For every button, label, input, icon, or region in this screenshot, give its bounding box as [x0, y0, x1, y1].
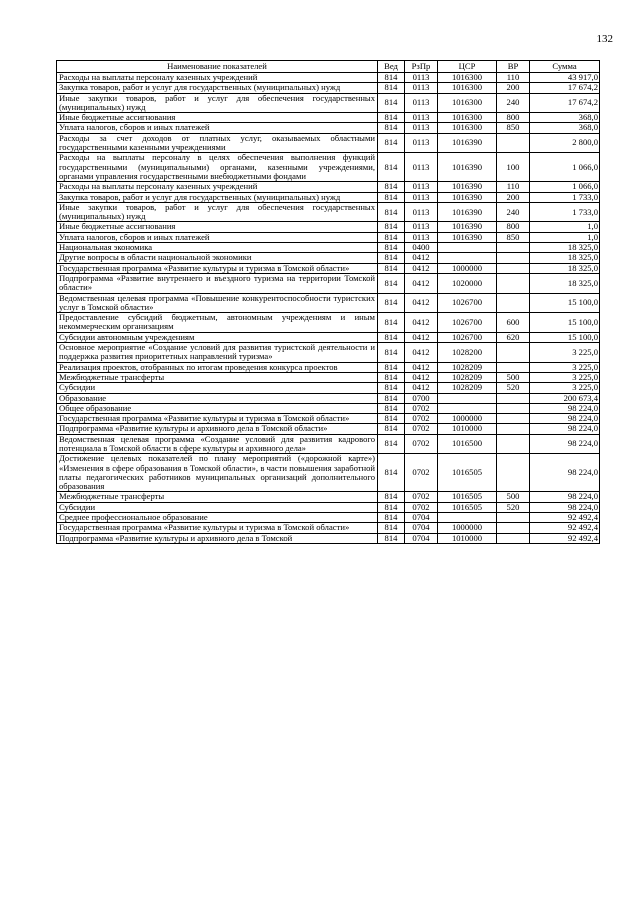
cell-rzpr: 0113: [405, 93, 438, 113]
cell-csr: 1028209: [438, 372, 497, 382]
cell-name: Межбюджетные трансферты: [57, 372, 378, 382]
table-header-row: [57, 61, 600, 73]
cell-rzpr: 0412: [405, 383, 438, 393]
cell-name: Подпрограмма «Развитие культуры и архивного дела в Томской: [57, 533, 378, 543]
cell-name: Государственная программа «Развитие культуры и туризма в Томской области»: [57, 263, 378, 273]
cell-name: Среднее профессиональное образование: [57, 513, 378, 523]
cell-vr: 100: [497, 153, 530, 182]
cell-ved: 814: [378, 343, 405, 363]
cell-vr: 520: [497, 383, 530, 393]
cell-vr: 520: [497, 502, 530, 512]
cell-sum: 3 225,0: [530, 372, 600, 382]
table-row: [57, 332, 600, 342]
table-row: [57, 253, 600, 263]
cell-name: Другие вопросы в области национальной экономики: [57, 253, 378, 263]
column-header-sum: Сумма: [530, 61, 600, 73]
cell-ved: 814: [378, 222, 405, 232]
cell-sum: 1 733,0: [530, 192, 600, 202]
cell-vr: 620: [497, 332, 530, 342]
table-row: [57, 533, 600, 543]
cell-ved: 814: [378, 253, 405, 263]
cell-rzpr: 0412: [405, 372, 438, 382]
cell-sum: 2 800,0: [530, 133, 600, 153]
cell-vr: [497, 533, 530, 543]
cell-ved: 814: [378, 362, 405, 372]
cell-rzpr: 0113: [405, 123, 438, 133]
cell-sum: 18 325,0: [530, 273, 600, 293]
cell-name: Реализация проектов, отобранных по итогам проведения конкурса проектов: [57, 362, 378, 372]
cell-vr: [497, 362, 530, 372]
column-header-ved: Вед: [378, 61, 405, 73]
cell-ved: 814: [378, 372, 405, 382]
cell-rzpr: 0704: [405, 523, 438, 533]
cell-name: Субсидии автономным учреждениям: [57, 332, 378, 342]
cell-name: Государственная программа «Развитие культуры и туризма в Томской области»: [57, 414, 378, 424]
table-row: [57, 83, 600, 93]
cell-vr: [497, 414, 530, 424]
cell-rzpr: 0704: [405, 513, 438, 523]
cell-vr: 500: [497, 372, 530, 382]
cell-rzpr: 0702: [405, 454, 438, 492]
cell-rzpr: 0700: [405, 393, 438, 403]
table-row: [57, 192, 600, 202]
cell-rzpr: 0702: [405, 403, 438, 413]
table-row: [57, 343, 600, 363]
cell-name: Закупка товаров, работ и услуг для государственных (муниципальных) нужд: [57, 192, 378, 202]
cell-name: Иные бюджетные ассигнования: [57, 113, 378, 123]
cell-vr: [497, 243, 530, 253]
cell-ved: 814: [378, 502, 405, 512]
table-row: [57, 222, 600, 232]
cell-name: Подпрограмма «Развитие культуры и архивного дела в Томской области»: [57, 424, 378, 434]
cell-csr: 1020000: [438, 273, 497, 293]
budget-table: [56, 60, 600, 544]
cell-rzpr: 0412: [405, 332, 438, 342]
cell-sum: 98 224,0: [530, 424, 600, 434]
cell-rzpr: 0412: [405, 253, 438, 263]
cell-name: Ведомственная целевая программа «Повышение конкурентоспособности туристских услуг в Томской области»: [57, 293, 378, 313]
cell-csr: 1000000: [438, 523, 497, 533]
cell-sum: 18 325,0: [530, 263, 600, 273]
cell-vr: [497, 263, 530, 273]
cell-sum: 98 224,0: [530, 454, 600, 492]
cell-csr: [438, 513, 497, 523]
cell-sum: 98 224,0: [530, 492, 600, 502]
cell-csr: 1016300: [438, 73, 497, 83]
table-row: [57, 153, 600, 182]
cell-vr: [497, 133, 530, 153]
cell-ved: 814: [378, 393, 405, 403]
cell-name: Расходы на выплаты персоналу казенных учреждений: [57, 182, 378, 192]
cell-ved: 814: [378, 93, 405, 113]
cell-ved: 814: [378, 403, 405, 413]
cell-sum: 98 224,0: [530, 502, 600, 512]
cell-name: Расходы на выплаты персоналу в целях обеспечения выполнения функций государственными (муниципальными) органами, казенными учреждениями, органами управления государственными внебюджетными фондами: [57, 153, 378, 182]
cell-vr: 600: [497, 313, 530, 333]
cell-ved: 814: [378, 313, 405, 333]
cell-sum: 1 066,0: [530, 182, 600, 192]
cell-ved: 814: [378, 83, 405, 93]
cell-sum: 3 225,0: [530, 362, 600, 372]
cell-rzpr: 0113: [405, 222, 438, 232]
table-row: [57, 182, 600, 192]
cell-csr: 1026700: [438, 332, 497, 342]
cell-sum: 15 100,0: [530, 293, 600, 313]
cell-rzpr: 0412: [405, 263, 438, 273]
cell-sum: 98 224,0: [530, 403, 600, 413]
cell-name: Субсидии: [57, 383, 378, 393]
table-row: [57, 232, 600, 242]
cell-ved: 814: [378, 424, 405, 434]
table-row: [57, 434, 600, 454]
cell-ved: 814: [378, 182, 405, 192]
cell-name: Общее образование: [57, 403, 378, 413]
cell-name: Образование: [57, 393, 378, 403]
cell-vr: [497, 403, 530, 413]
cell-name: Иные бюджетные ассигнования: [57, 222, 378, 232]
cell-ved: 814: [378, 232, 405, 242]
table-row: [57, 383, 600, 393]
cell-csr: 1000000: [438, 414, 497, 424]
page-number: 132: [596, 33, 613, 45]
table-body: [57, 73, 600, 544]
cell-rzpr: 0113: [405, 73, 438, 83]
cell-ved: 814: [378, 73, 405, 83]
cell-ved: 814: [378, 383, 405, 393]
cell-csr: 1016505: [438, 502, 497, 512]
cell-sum: 92 492,4: [530, 533, 600, 543]
cell-vr: [497, 523, 530, 533]
cell-rzpr: 0113: [405, 192, 438, 202]
cell-csr: 1016390: [438, 202, 497, 222]
cell-vr: 110: [497, 73, 530, 83]
cell-vr: 110: [497, 182, 530, 192]
table-row: [57, 123, 600, 133]
cell-sum: 98 224,0: [530, 414, 600, 424]
cell-vr: [497, 513, 530, 523]
cell-csr: 1016300: [438, 83, 497, 93]
table-row: [57, 502, 600, 512]
cell-rzpr: 0412: [405, 293, 438, 313]
cell-sum: 18 325,0: [530, 253, 600, 263]
cell-vr: [497, 293, 530, 313]
cell-vr: [497, 273, 530, 293]
cell-csr: [438, 403, 497, 413]
table-row: [57, 313, 600, 333]
cell-rzpr: 0412: [405, 343, 438, 363]
column-header-rzpr: РзПр: [405, 61, 438, 73]
cell-sum: 18 325,0: [530, 243, 600, 253]
cell-sum: 15 100,0: [530, 332, 600, 342]
table-row: [57, 513, 600, 523]
cell-vr: 850: [497, 232, 530, 242]
table-row: [57, 113, 600, 123]
cell-sum: 92 492,4: [530, 523, 600, 533]
cell-vr: 800: [497, 113, 530, 123]
cell-name: Иные закупки товаров, работ и услуг для обеспечения государственных (муниципальных) нужд: [57, 93, 378, 113]
cell-rzpr: 0412: [405, 362, 438, 372]
cell-vr: 500: [497, 492, 530, 502]
cell-vr: 200: [497, 192, 530, 202]
cell-name: Расходы за счет доходов от платных услуг, оказываемых областными государственными казенными учреждениями: [57, 133, 378, 153]
cell-csr: 1016300: [438, 123, 497, 133]
cell-vr: [497, 424, 530, 434]
table-row: [57, 393, 600, 403]
table-row: [57, 424, 600, 434]
cell-csr: 1016390: [438, 222, 497, 232]
cell-rzpr: 0704: [405, 533, 438, 543]
cell-rzpr: 0412: [405, 313, 438, 333]
cell-vr: 240: [497, 93, 530, 113]
table-row: [57, 414, 600, 424]
cell-ved: 814: [378, 414, 405, 424]
cell-name: Уплата налогов, сборов и иных платежей: [57, 232, 378, 242]
cell-ved: 814: [378, 273, 405, 293]
cell-ved: 814: [378, 243, 405, 253]
table-row: [57, 523, 600, 533]
cell-ved: 814: [378, 263, 405, 273]
cell-name: Уплата налогов, сборов и иных платежей: [57, 123, 378, 133]
cell-name: Предоставление субсидий бюджетным, автономным учреждениям и иным некоммерческим организациям: [57, 313, 378, 333]
table-row: [57, 263, 600, 273]
cell-ved: 814: [378, 153, 405, 182]
cell-sum: 368,0: [530, 123, 600, 133]
cell-rzpr: 0702: [405, 502, 438, 512]
cell-ved: 814: [378, 492, 405, 502]
cell-ved: 814: [378, 123, 405, 133]
cell-csr: 1016390: [438, 153, 497, 182]
cell-ved: 814: [378, 523, 405, 533]
cell-ved: 814: [378, 192, 405, 202]
column-header-vr: ВР: [497, 61, 530, 73]
cell-csr: 1016500: [438, 434, 497, 454]
cell-sum: 200 673,4: [530, 393, 600, 403]
cell-csr: [438, 393, 497, 403]
cell-ved: 814: [378, 434, 405, 454]
cell-ved: 814: [378, 202, 405, 222]
cell-sum: 17 674,2: [530, 83, 600, 93]
cell-vr: 200: [497, 83, 530, 93]
cell-csr: 1010000: [438, 533, 497, 543]
cell-sum: 3 225,0: [530, 343, 600, 363]
cell-rzpr: 0113: [405, 232, 438, 242]
cell-vr: [497, 434, 530, 454]
table-row: [57, 293, 600, 313]
cell-rzpr: 0113: [405, 83, 438, 93]
table-row: [57, 202, 600, 222]
cell-vr: [497, 393, 530, 403]
cell-csr: 1028209: [438, 383, 497, 393]
cell-rzpr: 0702: [405, 434, 438, 454]
table-row: [57, 372, 600, 382]
cell-csr: 1028200: [438, 343, 497, 363]
column-header-name: Наименование показателей: [57, 61, 378, 73]
cell-rzpr: 0113: [405, 202, 438, 222]
cell-vr: [497, 343, 530, 363]
cell-name: Расходы на выплаты персоналу казенных учреждений: [57, 73, 378, 83]
cell-name: Основное мероприятие «Создание условий для развития туристской деятельности и поддержка развития приоритетных направлений туризма»: [57, 343, 378, 363]
cell-sum: 1,0: [530, 222, 600, 232]
table-row: [57, 454, 600, 492]
cell-csr: 1016390: [438, 182, 497, 192]
column-header-csr: ЦСР: [438, 61, 497, 73]
cell-ved: 814: [378, 513, 405, 523]
cell-csr: 1016390: [438, 192, 497, 202]
cell-sum: 1 066,0: [530, 153, 600, 182]
cell-csr: [438, 253, 497, 263]
cell-rzpr: 0113: [405, 153, 438, 182]
cell-name: Ведомственная целевая программа «Создание условий для развития кадрового потенциала в Томской области в сфере культуры и архивного дела»: [57, 434, 378, 454]
cell-csr: 1028209: [438, 362, 497, 372]
cell-name: Иные закупки товаров, работ и услуг для обеспечения государственных (муниципальных) нужд: [57, 202, 378, 222]
cell-csr: 1016505: [438, 454, 497, 492]
cell-name: Национальная экономика: [57, 243, 378, 253]
cell-csr: 1016300: [438, 113, 497, 123]
table-row: [57, 93, 600, 113]
cell-sum: 43 917,0: [530, 73, 600, 83]
cell-vr: [497, 454, 530, 492]
table-row: [57, 133, 600, 153]
cell-sum: 1,0: [530, 232, 600, 242]
cell-rzpr: 0113: [405, 133, 438, 153]
table-row: [57, 362, 600, 372]
cell-csr: 1000000: [438, 263, 497, 273]
cell-rzpr: 0702: [405, 424, 438, 434]
table-row: [57, 492, 600, 502]
table-row: [57, 243, 600, 253]
cell-csr: 1026700: [438, 313, 497, 333]
cell-sum: 98 224,0: [530, 434, 600, 454]
cell-csr: 1016390: [438, 133, 497, 153]
cell-name: Субсидии: [57, 502, 378, 512]
cell-name: Достижение целевых показателей по плану мероприятий («дорожной карте») «Изменения в сфере образования в Томской области», в части повышения заработной платы педагогических работников муниципальных организаций дополнительного образования: [57, 454, 378, 492]
cell-ved: 814: [378, 113, 405, 123]
cell-rzpr: 0702: [405, 414, 438, 424]
cell-rzpr: 0412: [405, 273, 438, 293]
cell-name: Подпрограмма «Развитие внутреннего и въездного туризма на территории Томской области»: [57, 273, 378, 293]
cell-ved: 814: [378, 293, 405, 313]
table-row: [57, 273, 600, 293]
cell-vr: [497, 253, 530, 263]
cell-csr: 1016300: [438, 93, 497, 113]
cell-rzpr: 0400: [405, 243, 438, 253]
cell-ved: 814: [378, 332, 405, 342]
cell-sum: 15 100,0: [530, 313, 600, 333]
cell-sum: 368,0: [530, 113, 600, 123]
cell-ved: 814: [378, 533, 405, 543]
cell-name: Государственная программа «Развитие культуры и туризма в Томской области»: [57, 523, 378, 533]
cell-vr: 800: [497, 222, 530, 232]
table-row: [57, 403, 600, 413]
cell-ved: 814: [378, 133, 405, 153]
cell-ved: 814: [378, 454, 405, 492]
cell-rzpr: 0702: [405, 492, 438, 502]
cell-sum: 92 492,4: [530, 513, 600, 523]
cell-rzpr: 0113: [405, 113, 438, 123]
cell-vr: 850: [497, 123, 530, 133]
cell-sum: 1 733,0: [530, 202, 600, 222]
cell-name: Межбюджетные трансферты: [57, 492, 378, 502]
cell-csr: 1016505: [438, 492, 497, 502]
cell-sum: 17 674,2: [530, 93, 600, 113]
cell-rzpr: 0113: [405, 182, 438, 192]
cell-csr: 1010000: [438, 424, 497, 434]
cell-name: Закупка товаров, работ и услуг для государственных (муниципальных) нужд: [57, 83, 378, 93]
table-row: [57, 73, 600, 83]
cell-vr: 240: [497, 202, 530, 222]
cell-csr: 1016390: [438, 232, 497, 242]
cell-sum: 3 225,0: [530, 383, 600, 393]
cell-csr: [438, 243, 497, 253]
cell-csr: 1026700: [438, 293, 497, 313]
